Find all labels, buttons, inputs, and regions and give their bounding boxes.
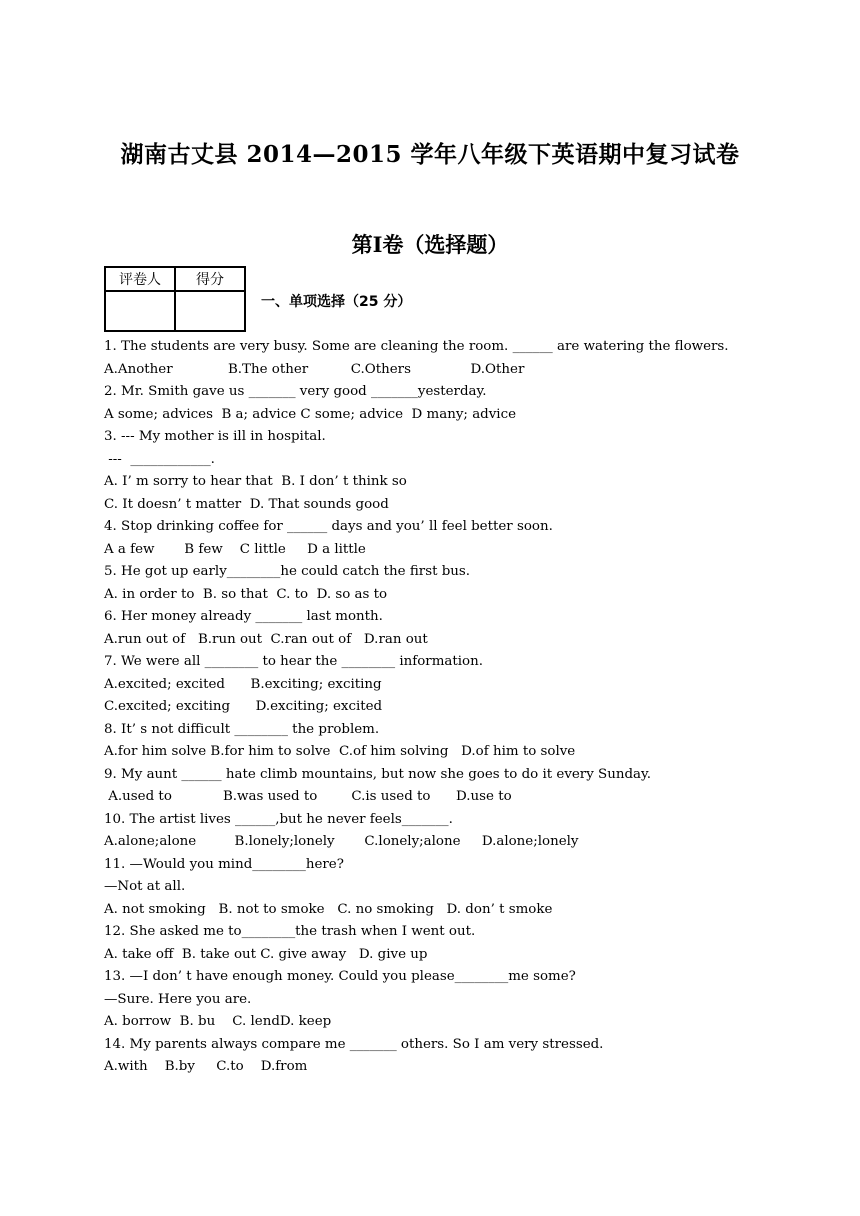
question-list bbox=[104, 336, 804, 1079]
exam-title: 湖南古丈县 2014—2015 学年八年级下英语期中复习试卷 bbox=[120, 141, 740, 168]
option-line: A.with B.by C.to D.from bbox=[104, 1059, 308, 1074]
question-line: 14. My parents always compare me _______ others. So I am very stressed. bbox=[104, 1036, 604, 1052]
question-line: 7. We were all ________ to hear the ________ information. bbox=[104, 654, 483, 669]
option-line: A.alone;alone B.lonely;lonely C.lonely;alone D.alone;lonely bbox=[104, 834, 579, 849]
option-line: C.excited; exciting D.exciting; excited bbox=[104, 699, 383, 714]
question-line: 13. —I don’ t have enough money. Could you please________me some? bbox=[104, 969, 576, 984]
option-line: C. It doesn’ t matter D. That sounds good bbox=[104, 496, 389, 512]
option-line: A. in order to B. so that C. to D. so as to bbox=[104, 586, 388, 602]
part-title: 第Ⅰ卷（选择题） bbox=[351, 232, 509, 257]
grader-cell bbox=[105, 291, 175, 331]
grader-header: 评卷人 bbox=[105, 267, 175, 291]
question-line: 11. —Would you mind________here? bbox=[104, 856, 344, 872]
option-line: A.run out of B.run out C.ran out of D.ran out bbox=[104, 631, 428, 647]
option-line: A.used to B.was used to C.is used to D.use to bbox=[104, 789, 512, 804]
question-line: 2. Mr. Smith gave us _______ very good _______yesterday. bbox=[104, 384, 487, 399]
option-line: A. take off B. take out C. give away D. give up bbox=[104, 946, 428, 962]
question-line: 5. He got up early________he could catch the first bus. bbox=[104, 564, 471, 579]
question-line: 3. --- My mother is ill in hospital. bbox=[104, 429, 326, 444]
option-line: A.excited; excited B.exciting; exciting bbox=[104, 676, 382, 692]
option-line: A.Another B.The other C.Others D.Other bbox=[104, 361, 525, 377]
option-line: A.for him solve B.for him to solve C.of him solving D.of him to solve bbox=[104, 744, 576, 759]
question-line: —Sure. Here you are. bbox=[104, 991, 252, 1007]
question-line: 4. Stop drinking coffee for ______ days and you’ ll feel better soon. bbox=[104, 519, 553, 534]
score-cell bbox=[175, 291, 245, 331]
option-line: A. not smoking B. not to smoke C. no smoking D. don’ t smoke bbox=[104, 901, 553, 917]
question-line: 12. She asked me to________the trash when I went out. bbox=[104, 924, 476, 939]
question-line: 8. It’ s not difficult ________ the problem. bbox=[104, 721, 380, 737]
option-line: A some; advices B a; advice C some; advice D many; advice bbox=[104, 406, 517, 422]
option-line: A a few B few C little D a little bbox=[104, 541, 366, 557]
option-line: A. I’ m sorry to hear that B. I don’ t think so bbox=[104, 474, 407, 489]
option-line: A. borrow B. bu C. lendD. keep bbox=[104, 1014, 332, 1029]
question-line: 6. Her money already _______ last month. bbox=[104, 609, 383, 624]
question-line: —Not at all. bbox=[104, 879, 186, 894]
question-line: 1. The students are very busy. Some are cleaning the room. ______ are watering the flowers. bbox=[104, 339, 729, 354]
question-line: 10. The artist lives ______,but he never feels_______. bbox=[104, 811, 453, 827]
score-table bbox=[104, 266, 246, 332]
question-line: --- ____________. bbox=[104, 451, 215, 467]
score-header: 得分 bbox=[175, 267, 245, 291]
question-line: 9. My aunt ______ hate climb mountains, but now she goes to do it every Sunday. bbox=[104, 766, 652, 782]
section-heading: 一、单项选择（25 分） bbox=[261, 294, 412, 310]
